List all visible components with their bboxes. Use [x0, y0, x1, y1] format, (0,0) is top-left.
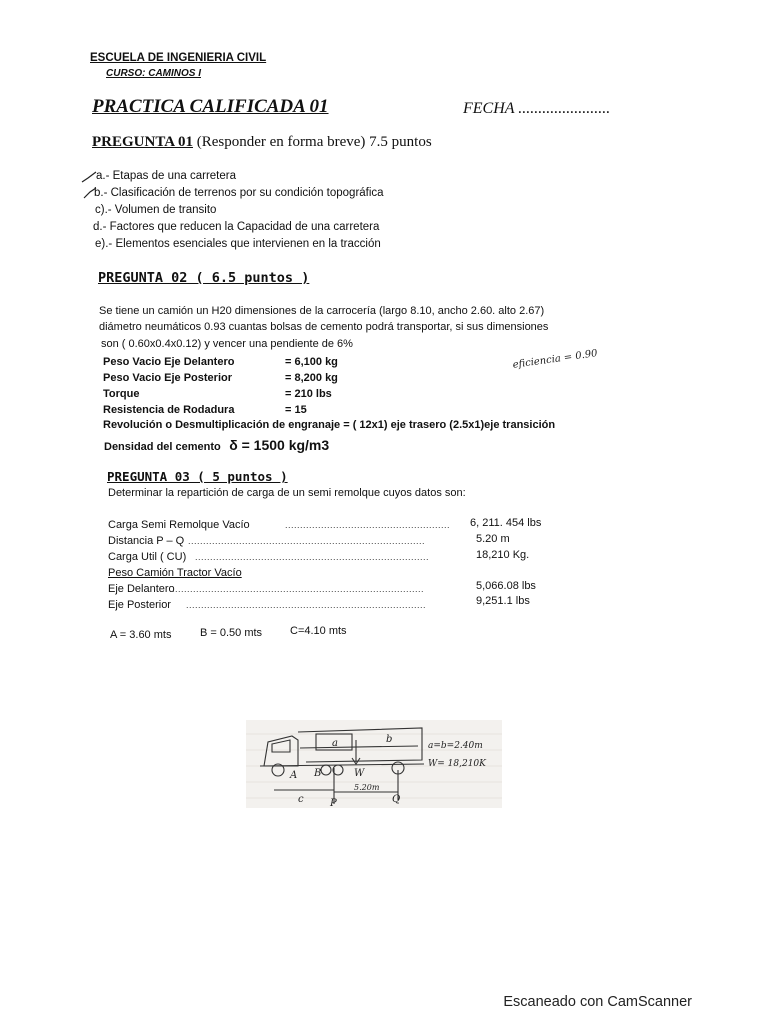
sketch-label-b: b [386, 734, 393, 745]
q2-param-value: = 6,100 kg [285, 356, 338, 368]
q2-line-2: diámetro neumáticos 0.93 cuantas bolsas de cemento podrá transportar, si sus dimensiones [99, 321, 549, 333]
q2-param-value: = 15 [285, 404, 307, 416]
q2-line-1: Se tiene un camión un H20 dimensiones de la carrocería (largo 8.10, ancho 2.60. alto 2.67) [99, 305, 545, 317]
q3-row-label: Eje Delantero [108, 583, 175, 595]
q2-param-label: Peso Vacio Eje Delantero [103, 356, 235, 368]
sketch-note-w: W= 18,210K [428, 759, 486, 769]
q3-dim-a: A = 3.60 mts [110, 629, 172, 641]
question-1-label: PREGUNTA 01 [92, 134, 193, 150]
sketch-label-P: P [330, 798, 337, 808]
q2-param-value: = 8,200 kg [285, 372, 338, 384]
q2-param-value: = 210 lbs [285, 388, 332, 400]
sketch-label-B: B [314, 768, 322, 779]
q3-row-value: 5.20 m [476, 533, 510, 545]
q2-param-label: Peso Vacio Eje Posterior [103, 372, 233, 384]
question-1-heading [92, 134, 432, 151]
sketch-label-a: a [332, 738, 338, 749]
q3-row-value: 9,251.1 lbs [476, 595, 530, 607]
truck-sketch-drawing [246, 720, 502, 808]
q3-row-label: Carga Semi Remolque Vacío [108, 519, 250, 531]
q2-param-label: Torque [103, 388, 140, 400]
q3-dot-leader: .................................................................................... [172, 584, 425, 594]
q2-density-label: Densidad del cemento [104, 441, 221, 453]
q1-item-a: a.- Etapas de una carretera [96, 170, 236, 182]
q3-dot-leader: ....................................................... [285, 520, 451, 530]
truck-sketch [246, 720, 502, 808]
q3-row-label: Carga Util ( CU) [108, 551, 187, 563]
q3-dot-leader: .............................................................................. [195, 552, 430, 562]
q3-row-label: Eje Posterior [108, 599, 171, 611]
pen-check-marks [80, 168, 100, 204]
course-name: CURSO: CAMINOS I [106, 68, 201, 79]
q1-item-b: b.- Clasificación de terrenos por su condición topográfica [94, 187, 384, 199]
q2-density [104, 437, 329, 455]
exam-title: PRACTICA CALIFICADA 01 [92, 96, 329, 117]
q3-row-value: 5,066.08 lbs [476, 580, 536, 592]
scanner-watermark: Escaneado con CamScanner [503, 994, 692, 1010]
q1-item-c: c).- Volumen de transito [95, 204, 217, 216]
q2-param-label: Resistencia de Rodadura [103, 404, 235, 416]
q1-item-e: e).- Elementos esenciales que intervienen en la tracción [95, 238, 381, 250]
q3-dim-b: B = 0.50 mts [200, 627, 263, 639]
date-field: FECHA ....................... [463, 100, 611, 117]
q3-dot-leader: ............................................................................... [188, 536, 426, 546]
question-3-heading: PREGUNTA 03 ( 5 puntos ) [107, 469, 288, 484]
q2-line-3: son ( 0.60x0.4x0.12) y vencer una pendiente de 6% [101, 338, 353, 350]
question-1-subtitle: (Responder en forma breve) 7.5 puntos [192, 134, 432, 150]
q3-subheading: Peso Camión Tractor Vacío [108, 567, 242, 579]
q3-row-value: 18,210 Kg. [476, 549, 530, 561]
sketch-label-Q: Q [392, 794, 401, 805]
question-2-heading: PREGUNTA 02 ( 6.5 puntos ) [98, 270, 310, 286]
sketch-label-c: c [298, 794, 304, 805]
school-name: ESCUELA DE INGENIERIA CIVIL [90, 52, 267, 64]
sketch-label-W: W [354, 768, 365, 779]
q2-density-value: δ = 1500 kg/m3 [229, 437, 330, 453]
q3-row-label: Distancia P – Q [108, 535, 185, 547]
sketch-note-ab: a=b=2.40m [428, 741, 483, 751]
sketch-label-A: A [290, 770, 298, 781]
q3-dim-c: C=4.10 mts [290, 625, 347, 637]
handwritten-note: eficiencia = 0.90 [512, 348, 599, 371]
q1-item-d: d.- Factores que reducen la Capacidad de una carretera [93, 221, 380, 233]
q3-row-value: 6, 211. 454 lbs [470, 517, 542, 529]
q3-intro: Determinar la repartición de carga de un semi remolque cuyos datos son: [108, 487, 466, 499]
sketch-label-distance: 5.20m [354, 783, 380, 792]
q3-dot-leader: ................................................................................ [186, 600, 427, 610]
q2-revolucion: Revolución o Desmultiplicación de engranaje = ( 12x1) eje trasero (2.5x1)eje transición [103, 419, 556, 431]
